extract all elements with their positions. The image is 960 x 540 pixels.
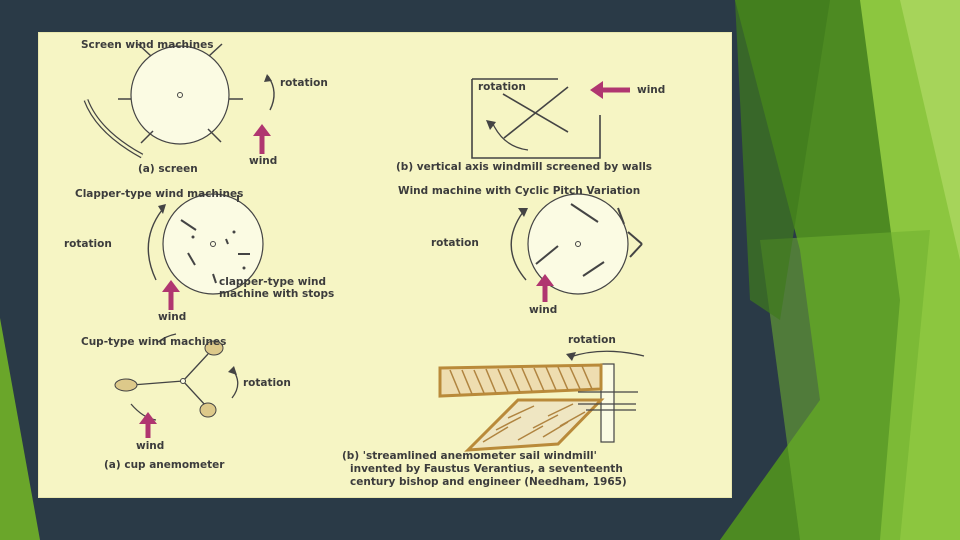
cup-arms <box>132 354 208 406</box>
vertical-axis-caption: (b) vertical axis windmill screened by walls <box>396 161 653 173</box>
cup-rotation-label: rotation <box>243 377 291 389</box>
sail-caption-line-1: (b) 'streamlined anemometer sail windmill' <box>342 450 597 462</box>
rotation-arrow <box>570 351 644 357</box>
screen-caption: (a) screen <box>138 163 198 175</box>
sail-caption-line-2: invented by Faustus Verantius, a seventeenth <box>350 463 623 475</box>
wind-arrow <box>590 81 630 99</box>
hub <box>181 379 186 384</box>
sail-caption-line-3: century bishop and engineer (Needham, 1965) <box>350 476 627 488</box>
screen-wind-label: wind <box>249 155 278 167</box>
vertical-shaft <box>601 364 614 442</box>
rotation-arrow-head <box>486 120 496 130</box>
cup-anemometer-figure <box>115 334 238 438</box>
cyclic-title: Wind machine with Cyclic Pitch Variation <box>398 185 641 197</box>
vertical-axis-wind-label: wind <box>637 84 666 96</box>
vertical-axis-rotation-label: rotation <box>478 81 526 93</box>
rotation-arrow-head <box>518 208 528 217</box>
screen-rotation-label: rotation <box>280 77 328 89</box>
cup-caption: (a) cup anemometer <box>104 459 225 471</box>
rotation-arrow <box>148 210 162 280</box>
cup-left <box>115 379 137 391</box>
lower-sail-frame <box>468 400 601 450</box>
wind-arrow <box>253 124 271 154</box>
sail-windmill-figure <box>440 351 644 450</box>
cyclic-pitch-figure <box>511 194 642 302</box>
cup-bottom <box>200 403 216 417</box>
rotor-disc <box>131 46 229 144</box>
rotation-arrow-head <box>264 74 272 82</box>
clapper-rotation-label: rotation <box>64 238 112 250</box>
cup-wind-label: wind <box>136 440 165 452</box>
clapper-caption: clapper-type wind machine with stops <box>219 276 335 301</box>
rotation-arrow-head <box>158 204 166 214</box>
rotation-arrow <box>511 212 526 280</box>
wind-arrow <box>139 412 157 438</box>
wind-arrow <box>162 280 180 310</box>
rotation-arrow <box>493 124 528 150</box>
wind-machines-diagram <box>38 32 732 498</box>
left-green-wedge <box>0 318 40 540</box>
blade-2 <box>503 94 568 132</box>
rotation-arrow-head <box>566 352 576 361</box>
diagram-panel <box>38 32 732 498</box>
clapper-title: Clapper-type wind machines <box>75 188 244 200</box>
sail-rotation-label: rotation <box>568 334 616 346</box>
rotation-arrow-head <box>228 366 237 375</box>
clapper-wind-label: wind <box>158 311 187 323</box>
screen-title: Screen wind machines <box>81 39 214 51</box>
rotation-arrow-3 <box>131 404 156 420</box>
cyclic-wind-label: wind <box>529 304 558 316</box>
cyclic-rotation-label: rotation <box>431 237 479 249</box>
cup-title: Cup-type wind machines <box>81 336 227 348</box>
screen-machine-figure <box>86 44 274 156</box>
